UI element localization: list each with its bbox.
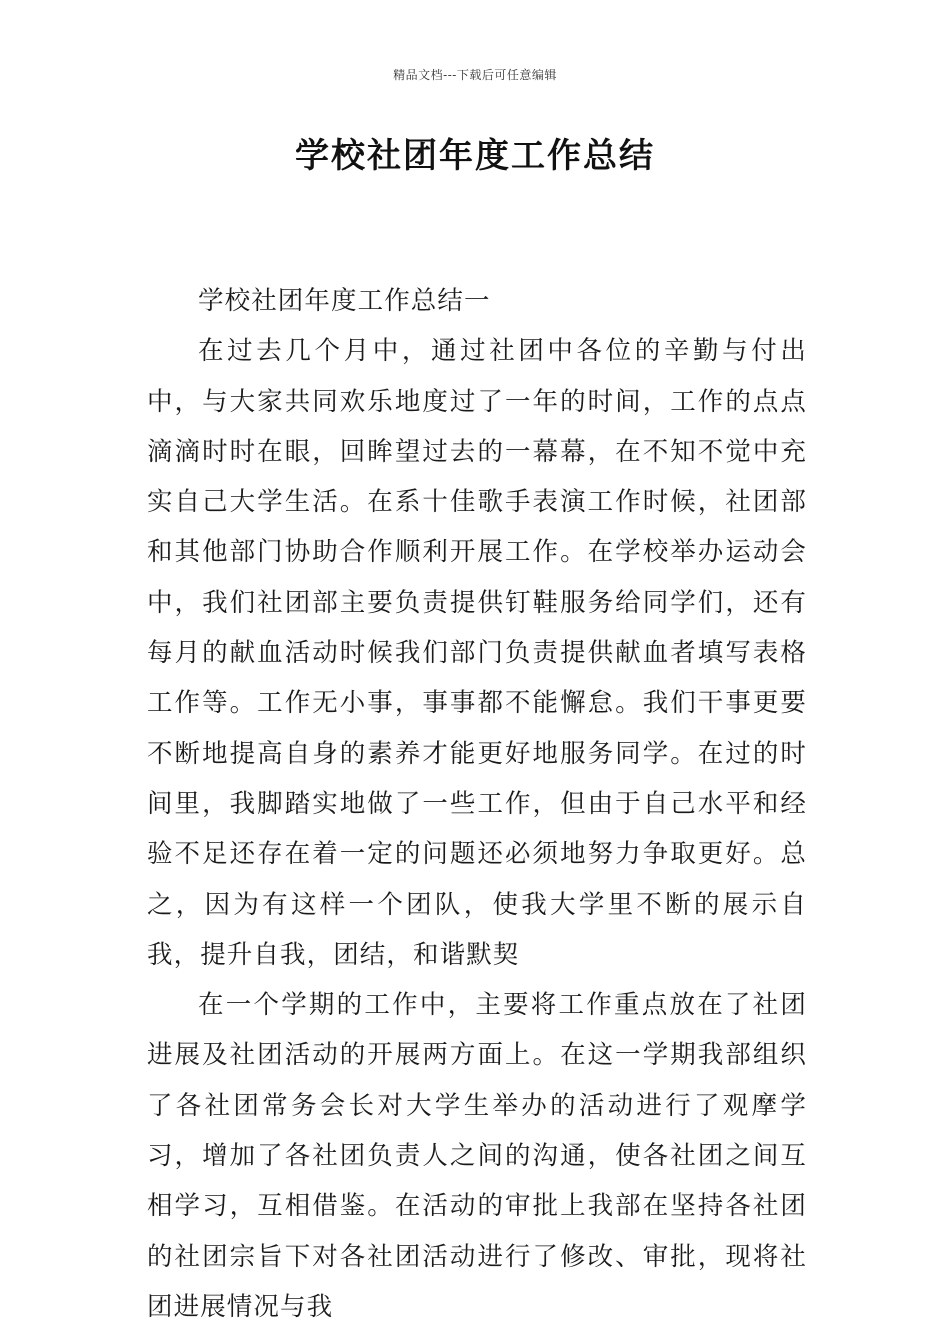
section-heading: 学校社团年度工作总结一 (198, 286, 491, 316)
header-note: 精品文档---下载后可任意编辑 (393, 68, 557, 82)
body-paragraph: 在过去几个月中，通过社团中各位的辛勤与付出中，与大家共同欢乐地度过了一年的时间，工作的点点滴滴时时在眼，回眸望过去的一幕幕，在不知不觉中充实自己大学生活。在系十佳歌手表演工作时候，社团部和其他部门协助合作顺利开展工作。在学校举办运动会中，我们社团部主要负责提供钉鞋服务给同学们，还有每月的献血活动时候我们部门负责提供献血者填写表格工作等。工作无小事，事事都不能懈怠。我们干事更要不断地提高自身的素养才能更好地服务同学。在过的时间里，我脚踏实地做了一些工作，但由于自己水平和经验不足还存在着一定的问题还必须地努力争取更好。总之，因为有这样一个团队，使我大学里不断的展示自我，提升自我，团结，和谐默契 (147, 336, 807, 970)
document-body (147, 276, 807, 1332)
document-title: 学校社团年度工作总结 (295, 136, 655, 176)
body-paragraph: 在一个学期的工作中，主要将工作重点放在了社团进展及社团活动的开展两方面上。在这一学期我部组织了各社团常务会长对大学生举办的活动进行了观摩学习，增加了各社团负责人之间的沟通，使各社团之间互相学习，互相借鉴。在活动的审批上我部在坚持各社团的社团宗旨下对各社团活动进行了修改、审批，现将社团进展情况与我 (147, 990, 807, 1322)
